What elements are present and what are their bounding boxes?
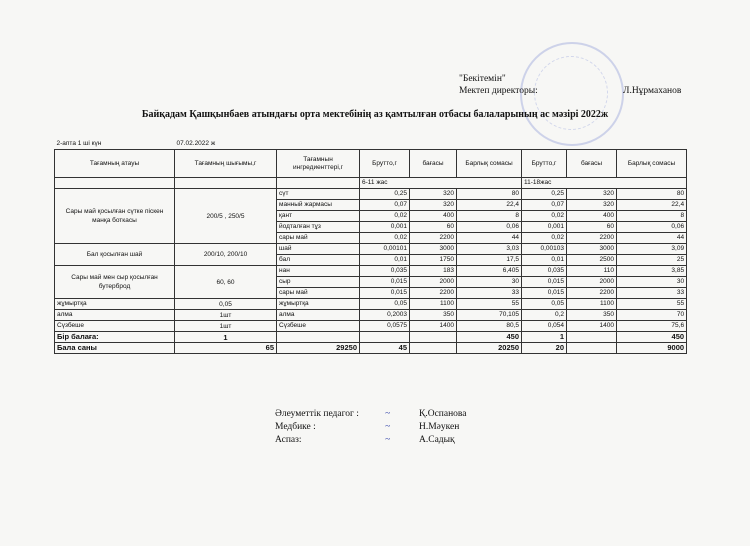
value-cell: 0,0575: [360, 321, 410, 332]
age-group-row: [55, 178, 687, 189]
value-cell: 350: [410, 310, 457, 321]
dish-name: алма: [55, 310, 175, 321]
value-cell: 2200: [410, 233, 457, 244]
value-cell: 22,4: [457, 200, 522, 211]
value-cell: 3000: [410, 244, 457, 255]
value-cell: алма: [277, 310, 360, 321]
value-cell: 30: [457, 277, 522, 288]
dish-name: Сары май мен сыр қосылған бутерброд: [55, 266, 175, 299]
value-cell: 25: [617, 255, 687, 266]
value-cell: [277, 332, 360, 343]
value-cell: 450: [617, 332, 687, 343]
ingredient-name: бал: [277, 255, 360, 266]
date-label: 07.02.2022 ж: [176, 140, 216, 147]
value-cell: 1100: [567, 299, 617, 310]
value-cell: 0,02: [360, 233, 410, 244]
value-cell: 70: [617, 310, 687, 321]
signature-name: Н.Мәукен: [419, 422, 460, 432]
value-cell: 6,405: [457, 266, 522, 277]
ingredient-name: манный жармасы: [277, 200, 360, 211]
signature-mark-icon: ~: [385, 409, 391, 419]
ingredient-name: йодталған тұз: [277, 222, 360, 233]
value-cell: 1шт: [175, 310, 277, 321]
value-cell: 0,25: [522, 189, 567, 200]
meta-row: [55, 139, 687, 150]
value-cell: 0,001: [522, 222, 567, 233]
value-cell: [567, 332, 617, 343]
approval-line1: "Бекітемін": [459, 74, 506, 84]
value-cell: 450: [457, 332, 522, 343]
value-cell: 0,07: [360, 200, 410, 211]
value-cell: 80: [457, 189, 522, 200]
dish-yield: 200/10, 200/10: [175, 244, 277, 266]
value-cell: 2000: [567, 277, 617, 288]
value-cell: 60: [410, 222, 457, 233]
value-cell: 2000: [410, 277, 457, 288]
value-cell: 1: [175, 332, 277, 343]
value-cell: 60: [567, 222, 617, 233]
value-cell: 55: [617, 299, 687, 310]
value-cell: 0,05: [175, 299, 277, 310]
signature-name: А.Садық: [419, 435, 455, 445]
value-cell: 0,02: [360, 211, 410, 222]
value-cell: 400: [567, 211, 617, 222]
value-cell: 0,06: [617, 222, 687, 233]
ingredient-name: қант: [277, 211, 360, 222]
dish-yield: 60, 60: [175, 266, 277, 299]
value-cell: 80,5: [457, 321, 522, 332]
value-cell: 30: [617, 277, 687, 288]
price-per-child-row: [55, 332, 687, 343]
column-header: бағасы: [410, 150, 457, 178]
value-cell: 3,03: [457, 244, 522, 255]
value-cell: 8: [617, 211, 687, 222]
column-header: Тағамның шығымы,г: [175, 150, 277, 178]
value-cell: 110: [567, 266, 617, 277]
value-cell: 0,00101: [360, 244, 410, 255]
director-name: Л.Нұрмаханов: [623, 86, 682, 96]
week-label: 2-апта 1 ші күн: [56, 140, 102, 147]
signature-role: Аспаз:: [275, 435, 302, 445]
value-cell: 0,07: [522, 200, 567, 211]
value-cell: 17,5: [457, 255, 522, 266]
table-cell: [55, 178, 175, 189]
dish-name: Бал қосылған шай: [55, 244, 175, 266]
value-cell: 0,06: [457, 222, 522, 233]
value-cell: 80: [617, 189, 687, 200]
column-header: Барлық сомасы: [617, 150, 687, 178]
value-cell: 320: [410, 189, 457, 200]
column-header: Брутто,г: [522, 150, 567, 178]
value-cell: 0,001: [360, 222, 410, 233]
signature-mark-icon: ~: [385, 422, 391, 432]
table-cell: [277, 178, 360, 189]
signatures: [275, 408, 467, 447]
dish-name: Сары май қосылған сүтке піскен манқа боткасы: [55, 189, 175, 244]
value-cell: 9000: [617, 343, 687, 354]
signature-row: [275, 434, 467, 447]
menu-table: [54, 139, 687, 354]
value-cell: 0,2003: [360, 310, 410, 321]
single-item-row: [55, 299, 687, 310]
ingredient-name: сүт: [277, 189, 360, 200]
ingredient-name: сары май: [277, 288, 360, 299]
value-cell: 0,02: [522, 233, 567, 244]
value-cell: 0,054: [522, 321, 567, 332]
column-header: бағасы: [567, 150, 617, 178]
value-cell: 1750: [410, 255, 457, 266]
approval-line2: Мектеп директоры:: [459, 86, 538, 96]
header-row: [55, 150, 687, 178]
value-cell: 65: [175, 343, 277, 354]
ingredient-name: шай: [277, 244, 360, 255]
value-cell: 320: [410, 200, 457, 211]
value-cell: 0,00103: [522, 244, 567, 255]
value-cell: 29250: [277, 343, 360, 354]
single-item-row: [55, 310, 687, 321]
value-cell: 44: [617, 233, 687, 244]
single-item-row: [55, 321, 687, 332]
value-cell: 33: [617, 288, 687, 299]
value-cell: 0,01: [360, 255, 410, 266]
table-cell: [175, 178, 277, 189]
value-cell: 70,105: [457, 310, 522, 321]
ingredient-row: [55, 266, 687, 277]
ingredient-name: сыр: [277, 277, 360, 288]
value-cell: 44: [457, 233, 522, 244]
value-cell: 0,25: [360, 189, 410, 200]
value-cell: 3000: [567, 244, 617, 255]
value-cell: 0,015: [522, 288, 567, 299]
value-cell: [410, 332, 457, 343]
value-cell: 2200: [567, 288, 617, 299]
row-label: Бала саны: [55, 343, 175, 354]
value-cell: 20: [522, 343, 567, 354]
child-count-row: [55, 343, 687, 354]
row-label: Бір балаға:: [55, 332, 175, 343]
signature-row: [275, 408, 467, 421]
signature-role: Әлеуметтік педагог :: [275, 409, 359, 419]
value-cell: 22,4: [617, 200, 687, 211]
document-title: Байқадам Қашқынбаев атындағы орта мектебінің аз қамтылған отбасы балаларының ас мәзірі 2022ж: [141, 109, 609, 120]
ingredient-name: нан: [277, 266, 360, 277]
ingredient-name: сары май: [277, 233, 360, 244]
value-cell: 1100: [410, 299, 457, 310]
value-cell: 0,01: [522, 255, 567, 266]
value-cell: 2200: [410, 288, 457, 299]
value-cell: 2200: [567, 233, 617, 244]
age-group-label: 6-11 жас: [360, 178, 522, 189]
value-cell: [360, 332, 410, 343]
value-cell: 0,035: [522, 266, 567, 277]
value-cell: 0,2: [522, 310, 567, 321]
value-cell: 33: [457, 288, 522, 299]
dish-name: жұмыртқа: [55, 299, 175, 310]
value-cell: 350: [567, 310, 617, 321]
value-cell: 0,05: [360, 299, 410, 310]
value-cell: 320: [567, 200, 617, 211]
signature-row: [275, 421, 467, 434]
value-cell: 0,05: [522, 299, 567, 310]
age-group-label: 11-18жас: [522, 178, 687, 189]
value-cell: 0,035: [360, 266, 410, 277]
value-cell: 0,02: [522, 211, 567, 222]
ingredient-row: [55, 189, 687, 200]
dish-name: Сүзбеше: [55, 321, 175, 332]
value-cell: [567, 343, 617, 354]
column-header: Барлық сомасы: [457, 150, 522, 178]
value-cell: 1шт: [175, 321, 277, 332]
value-cell: Сүзбеше: [277, 321, 360, 332]
column-header: Брутто,г: [360, 150, 410, 178]
value-cell: 0,015: [360, 288, 410, 299]
value-cell: 3,85: [617, 266, 687, 277]
value-cell: 0,015: [522, 277, 567, 288]
value-cell: 0,015: [360, 277, 410, 288]
value-cell: 1400: [410, 321, 457, 332]
signature-name: Қ.Оспанова: [419, 409, 467, 419]
column-header: Тағамның атауы: [55, 150, 175, 178]
value-cell: [410, 343, 457, 354]
value-cell: 183: [410, 266, 457, 277]
approval-block: [459, 73, 682, 97]
signature-mark-icon: ~: [385, 435, 391, 445]
value-cell: 45: [360, 343, 410, 354]
signature-role: Медбике :: [275, 422, 316, 432]
value-cell: 8: [457, 211, 522, 222]
value-cell: жұмыртқа: [277, 299, 360, 310]
value-cell: 1: [522, 332, 567, 343]
value-cell: 2500: [567, 255, 617, 266]
value-cell: 20250: [457, 343, 522, 354]
value-cell: 75,6: [617, 321, 687, 332]
value-cell: 400: [410, 211, 457, 222]
value-cell: 3,09: [617, 244, 687, 255]
column-header: Тағамнын ингредиенттері,г: [277, 150, 360, 178]
value-cell: 1400: [567, 321, 617, 332]
value-cell: 320: [567, 189, 617, 200]
value-cell: 55: [457, 299, 522, 310]
dish-yield: 200/5 , 250/5: [175, 189, 277, 244]
ingredient-row: [55, 244, 687, 255]
